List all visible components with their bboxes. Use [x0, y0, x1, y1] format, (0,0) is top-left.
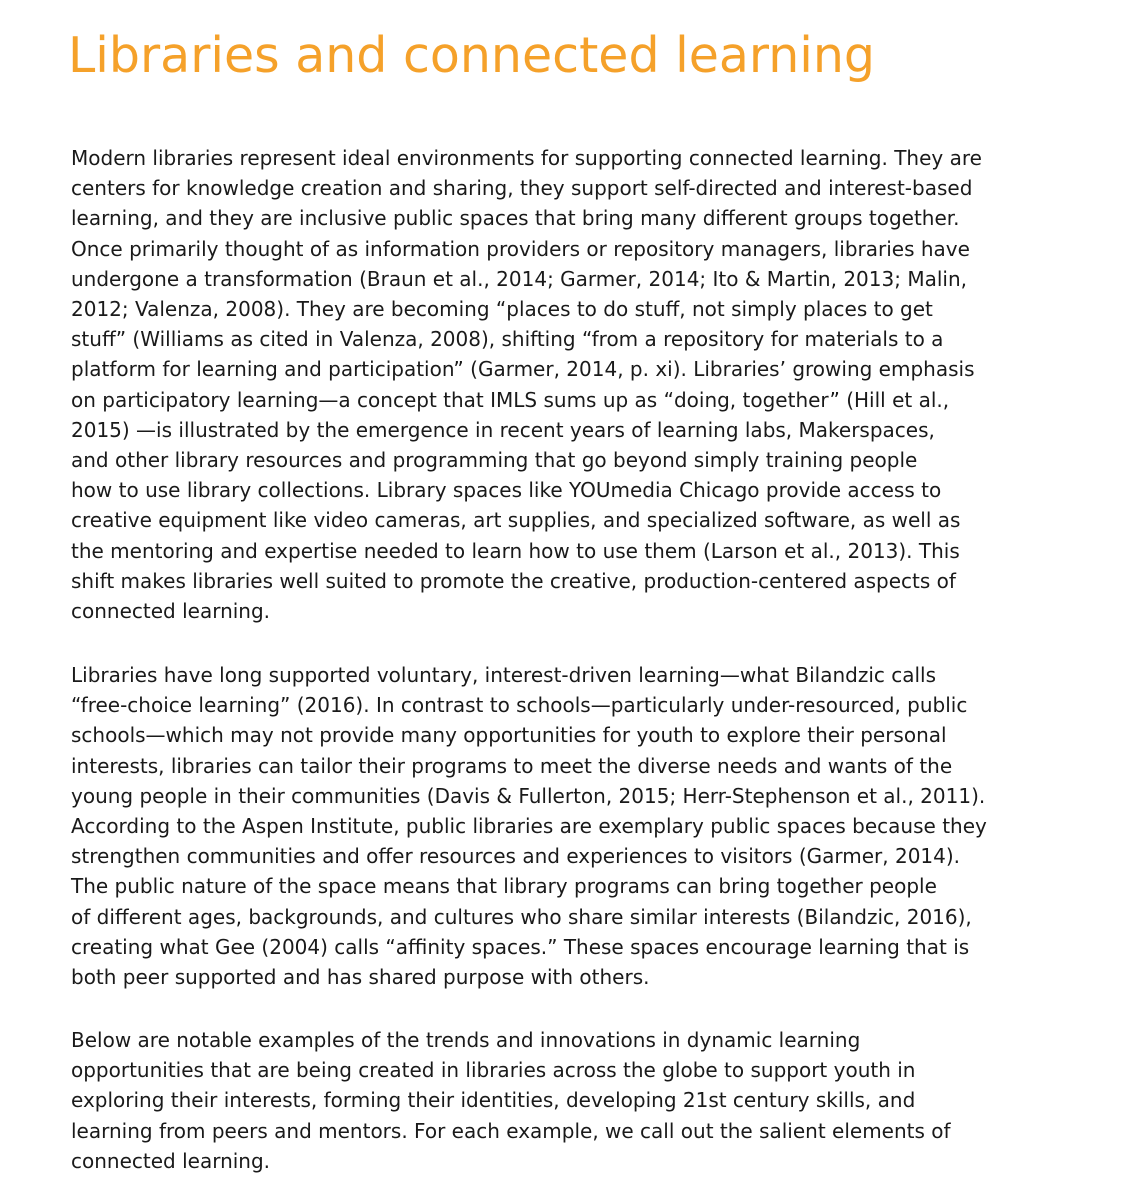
text-line: Once primarily thought of as information providers or repository managers, libraries have — [71, 236, 970, 261]
text-line: how to use library collections. Library spaces like YOUmedia Chicago provide access to — [71, 478, 942, 503]
text-line: and other library resources and programming that go beyond simply training people — [71, 448, 918, 473]
text-line: connected learning. — [71, 1148, 271, 1173]
text-line: creating what Gee (2004) calls “affinity spaces.” These spaces encourage learning that is — [71, 934, 970, 959]
text-line: both peer supported and has shared purpose with others. — [71, 965, 650, 990]
text-line: 2015) —is illustrated by the emergence in recent years of learning labs, Makerspaces, — [71, 417, 935, 442]
text-line: on participatory learning—a concept that IMLS sums up as “doing, together” (Hill et al., — [71, 387, 950, 412]
text-line: of different ages, backgrounds, and cultures who share similar interests (Bilandzic, 2016), — [71, 904, 972, 929]
text-line: platform for learning and participation” (Garmer, 2014, p. xi). Libraries’ growing emphasis — [71, 357, 975, 382]
text-line: Modern libraries represent ideal environments for supporting connected learning. They are — [71, 146, 982, 170]
text-line: centers for knowledge creation and sharing, they support self-directed and interest-based — [71, 176, 973, 201]
page-title: Libraries and connected learning — [68, 27, 876, 84]
text-line: schools—which may not provide many opportunities for youth to explore their personal — [71, 723, 947, 748]
text-line: “free-choice learning” (2016). In contrast to schools—particularly under-resourced, public — [71, 693, 968, 718]
text-line: connected learning. — [71, 599, 271, 624]
paragraph-3 — [71, 1025, 951, 1176]
text-line: learning, and they are inclusive public spaces that bring many different groups together. — [71, 206, 960, 231]
text-line: undergone a transformation (Braun et al., 2014; Garmer, 2014; Ito & Martin, 2013; Malin, — [71, 266, 967, 291]
text-line: stuff” (Williams as cited in Valenza, 2008), shifting “from a repository for materials to a — [71, 327, 944, 352]
text-line: 2012; Valenza, 2008). They are becoming “places to do stuff, not simply places to get — [71, 297, 933, 322]
text-line: Below are notable examples of the trends and innovations in dynamic learning — [71, 1028, 861, 1052]
text-line: the mentoring and expertise needed to learn how to use them (Larson et al., 2013). This — [71, 538, 960, 563]
text-line: opportunities that are being created in libraries across the globe to support youth in — [71, 1058, 916, 1083]
text-line: The public nature of the space means that library programs can bring together people — [71, 874, 937, 899]
text-line: exploring their interests, forming their identities, developing 21st century skills, and — [71, 1088, 916, 1113]
text-line: strengthen communities and offer resources and experiences to visitors (Garmer, 2014). — [71, 844, 961, 869]
paragraph-2 — [71, 660, 987, 992]
text-line: interests, libraries can tailor their programs to meet the diverse needs and wants of the — [71, 753, 953, 778]
text-line: Libraries have long supported voluntary, interest-driven learning—what Bilandzic calls — [71, 663, 937, 687]
paragraph-1 — [71, 143, 982, 626]
text-line: shift makes libraries well suited to promote the creative, production-centered aspects of — [71, 568, 956, 593]
text-line: young people in their communities (Davis & Fullerton, 2015; Herr-Stephenson et al., 2011). — [71, 783, 986, 808]
text-line: learning from peers and mentors. For each example, we call out the salient elements of — [71, 1118, 951, 1143]
text-line: According to the Aspen Institute, public libraries are exemplary public spaces because they — [71, 814, 987, 839]
text-line: creative equipment like video cameras, art supplies, and specialized software, as well as — [71, 508, 961, 533]
